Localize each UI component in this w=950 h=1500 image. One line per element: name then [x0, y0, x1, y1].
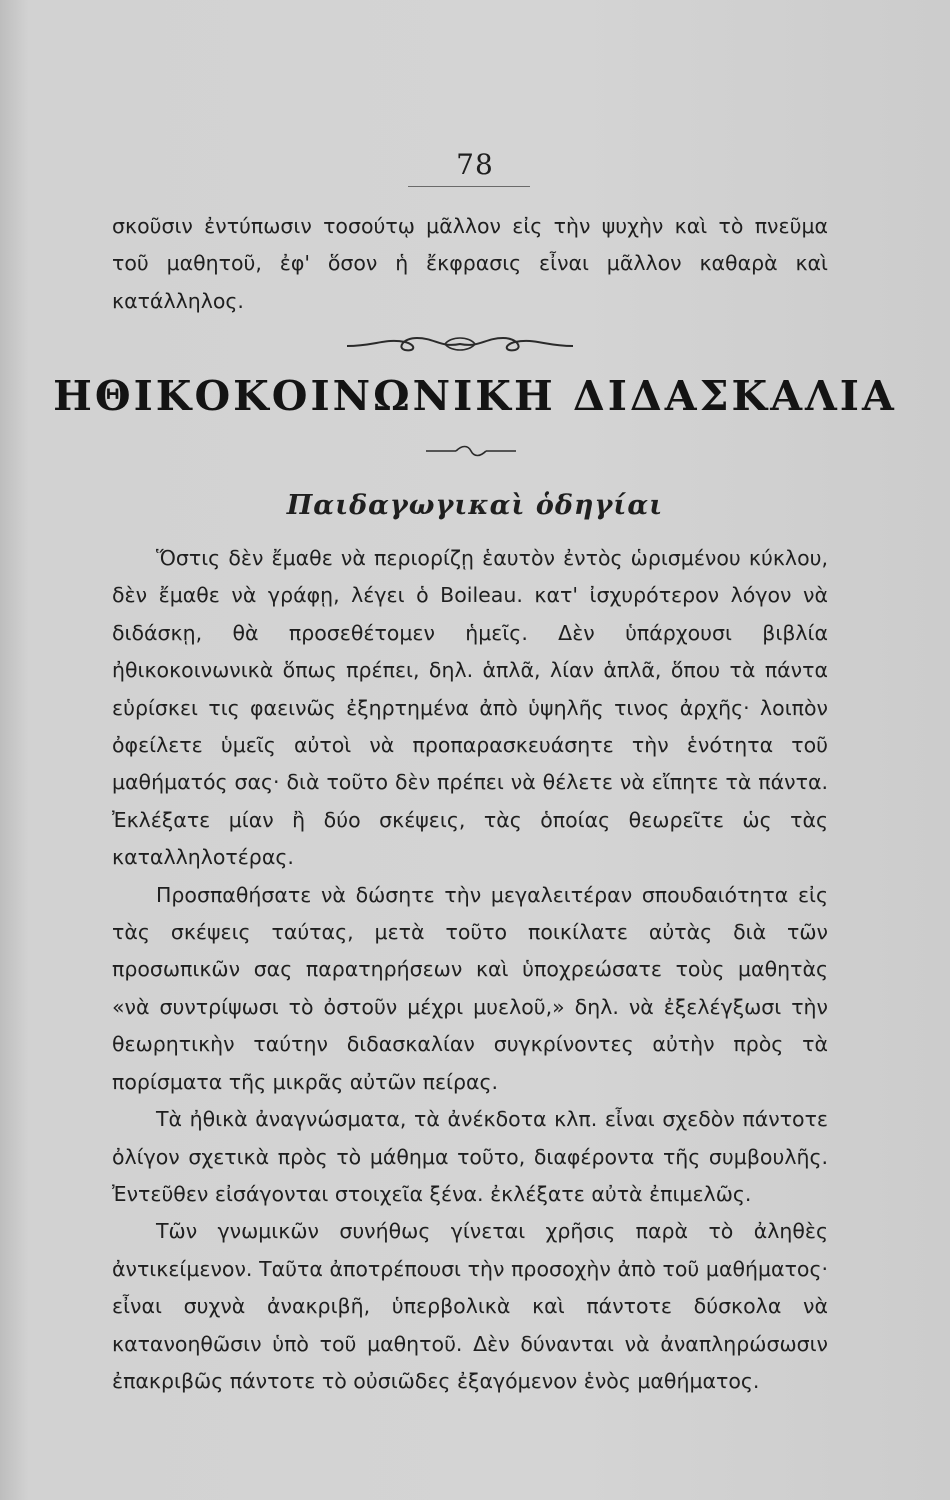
body-text — [112, 540, 828, 1400]
page-number-rule — [408, 186, 530, 187]
paragraph: Προσπαθήσατε νὰ δώσητε τὴν μεγαλειτέραν σπουδαιότητα εἰς τὰς σκέψεις ταύτας, μετὰ τοῦτο ποικίλατε αὐτὰς διὰ τῶν προσωπικῶν σας παρατηρήσεων καὶ ὑποχρεώσατε τοὺς μαθητὰς «νὰ συντρίψωσι τὸ ὀστοῦν μέχρι μυελοῦ,» δηλ. νὰ ἐξελέγξωσι τὴν θεωρητικὴν ταύτην διδασκαλίαν συγκρίνοντες αὐτὴν πρὸς τὰ πορίσματα τῆς μικρᾶς αὐτῶν πείρας. — [112, 882, 828, 1094]
page-number: 78 — [456, 148, 494, 181]
paragraph: Τῶν γνωμικῶν συνήθως γίνεται χρῆσις παρὰ τὸ ἀληθὲς ἀντικείμενον. Ταῦτα ἀποτρέπουσι τὴν προσοχὴν ἀπὸ τοῦ μαθήματος· εἶναι συχνὰ ἀνακριβῆ, ὑπερβολικὰ καὶ πάντοτε δύσκολα νὰ κατανοηθῶσιν ὑπὸ τοῦ μαθητοῦ. Δὲν δύνανται νὰ ἀναπληρώσωσιν ἐπακριβῶς πάντοτε τὸ οὐσιῶδες ἐξαγόμενον ἑνὸς μαθήματος. — [112, 1219, 828, 1393]
intro-text — [112, 208, 828, 320]
subtitle: Παιδαγωγικαὶ ὁδηγίαι — [286, 490, 664, 521]
paragraph: Τὰ ἠθικὰ ἀναγνώσματα, τὰ ἀνέκδοτα κλπ. εἶναι σχεδὸν πάντοτε ὀλίγον σχετικὰ πρὸς τὸ μάθημα τοῦτο, διαφέροντα τῆς συμβουλῆς. Ἐντεῦθεν εἰσάγονται στοιχεῖα ξένα. ἐκλέξατε αὐτὰ ἐπιμελῶς. — [112, 1107, 828, 1206]
section-title: ΗΘΙΚΟΚΟΙΝΩΝΙΚΗ ΔΙΔΑΣΚΑΛΙΑ — [53, 372, 897, 420]
intro-paragraph: σκοῦσιν ἐντύπωσιν τοσούτῳ μᾶλλον εἰς τὴν ψυχὴν καὶ τὸ πνεῦμα τοῦ μαθητοῦ, ἐφ' ὅσον ἡ ἔκφρασις εἶναι μᾶλλον καθαρὰ καὶ κατάλληλος. — [112, 214, 828, 313]
paragraph: Ὅστις δὲν ἔμαθε νὰ περιορίζῃ ἑαυτὸν ἐντὸς ὡρισμένου κύκλου, δὲν ἔμαθε νὰ γράφῃ, λέγει ὁ Boileau. κατ' ἰσχυρότερον λόγον νὰ διδάσκῃ, θὰ προσεθέτομεν ἡμεῖς. Δὲν ὑπάρχουσι βιβλία ἠθικοκοινωνικὰ ὅπως πρέπει, δηλ. ἁπλᾶ, λίαν ἁπλᾶ, ὅπου τὰ πάντα εὑρίσκει τις φαεινῶς ἐξηρτημένα ἀπὸ ὑψηλῆς τινος ἀρχῆς· λοιπὸν ὀφείλετε ὑμεῖς αὐτοὶ νὰ προπαρασκευάσητε τὴν ἑνότητα τοῦ μαθήματός σας· διὰ τοῦτο δὲν πρέπει νὰ θέλετε νὰ εἴπητε τὰ πάντα. Ἐκλέξατε μίαν ἢ δύο σκέψεις, τὰς ὁποίας θεωρεῖτε ὡς τὰς καταλληλοτέρας. — [112, 546, 828, 870]
small-ornament-icon — [426, 444, 516, 458]
flourish-ornament-icon — [345, 332, 575, 356]
